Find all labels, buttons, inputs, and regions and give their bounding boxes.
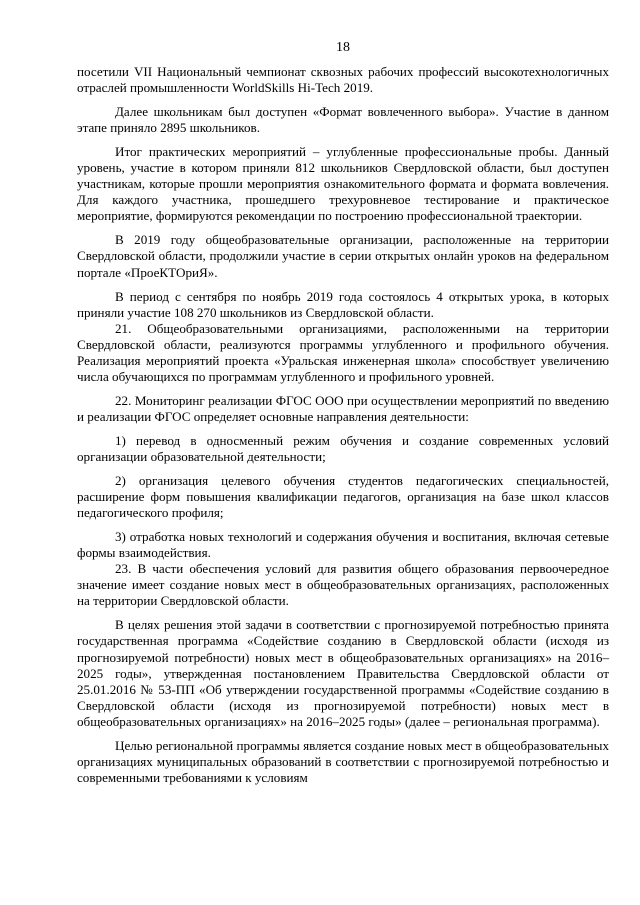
paragraph-item-21: 21. Общеобразовательными организациями, расположенными на территории Свердловской области, реализуются программы углубленного и профильного обучения. Реализация мероприятий проекта «Уральская инженерная школа» способствует увеличению числа обучающихся по программам углубленного и профильного уровней. [77,320,609,384]
paragraph-regional-program: В целях решения этой задачи в соответствии с прогнозируемой потребностью принята государственная программа «Содействие созданию в Свердловской области (исходя из прогнозируемой потребности) новых мест в общеобразовательных организациях» на 2016–2025 годы», утвержденная постановлением Правительства Свердловской области от 25.01.2016 № 53-ПП «Об утверждении государственной программы «Содействие созданию в Свердловской области (исходя из прогнозируемой потребности) новых мест в общеобразовательных организациях» на 2016–2025 годы» (далее – региональная программа). [77,617,609,729]
paragraph-item-22: 22. Мониторинг реализации ФГОС ООО при осуществлении мероприятий по введению и реализации ФГОС определяет основные направления деятельности: [77,392,609,424]
page-number: 18 [336,40,350,55]
paragraph-worldskills: посетили VII Национальный чемпионат сквозных рабочих профессий высокотехнологичных отраслей промышленности WorldSkills Hi-Tech 2019. [77,64,609,96]
list-item-2: 2) организация целевого обучения студентов педагогических специальностей, расширение форм повышения квалификации педагогов, организация на базе школ классов педагогического профиля; [77,473,609,521]
document-body [77,64,609,786]
paragraph-item-23: 23. В части обеспечения условий для развития общего образования первоочередное значение имеет создание новых мест в общеобразовательных организациях, расположенных на территории Свердловской области. [77,561,609,609]
paragraph-open-lessons: В период с сентября по ноябрь 2019 года состоялось 4 открытых урока, в которых приняли участие 108 270 школьников из Свердловской области. [77,288,609,320]
paragraph-proektoria: В 2019 году общеобразовательные организации, расположенные на территории Свердловской области, продолжили участие в серии открытых онлайн уроков на федеральном портале «ПроеКТОриЯ». [77,232,609,280]
paragraph-involved-choice: Далее школьникам был доступен «Формат вовлеченного выбора». Участие в данном этапе приняло 2895 школьников. [77,104,609,136]
paragraph-professional-trials: Итог практических мероприятий – углубленные профессиональные пробы. Данный уровень, участие в котором приняли 812 школьников Свердловской области, был доступен участникам, которые прошли мероприятия ознакомительного формата и формата вовлечения. Для каждого участника, прошедшего трехуровневое тестирование и практическое мероприятие, формируются рекомендации по построению профессиональной траектории. [77,144,609,224]
list-item-3: 3) отработка новых технологий и содержания обучения и воспитания, включая сетевые формы взаимодействия. [77,529,609,561]
list-item-1: 1) перевод в односменный режим обучения и создание современных условий организации образовательной деятельности; [77,432,609,464]
paragraph-program-goal: Целью региональной программы является создание новых мест в общеобразовательных организациях муниципальных образований в соответствии с прогнозируемой потребностью и современными требованиями к условиям [77,737,609,785]
